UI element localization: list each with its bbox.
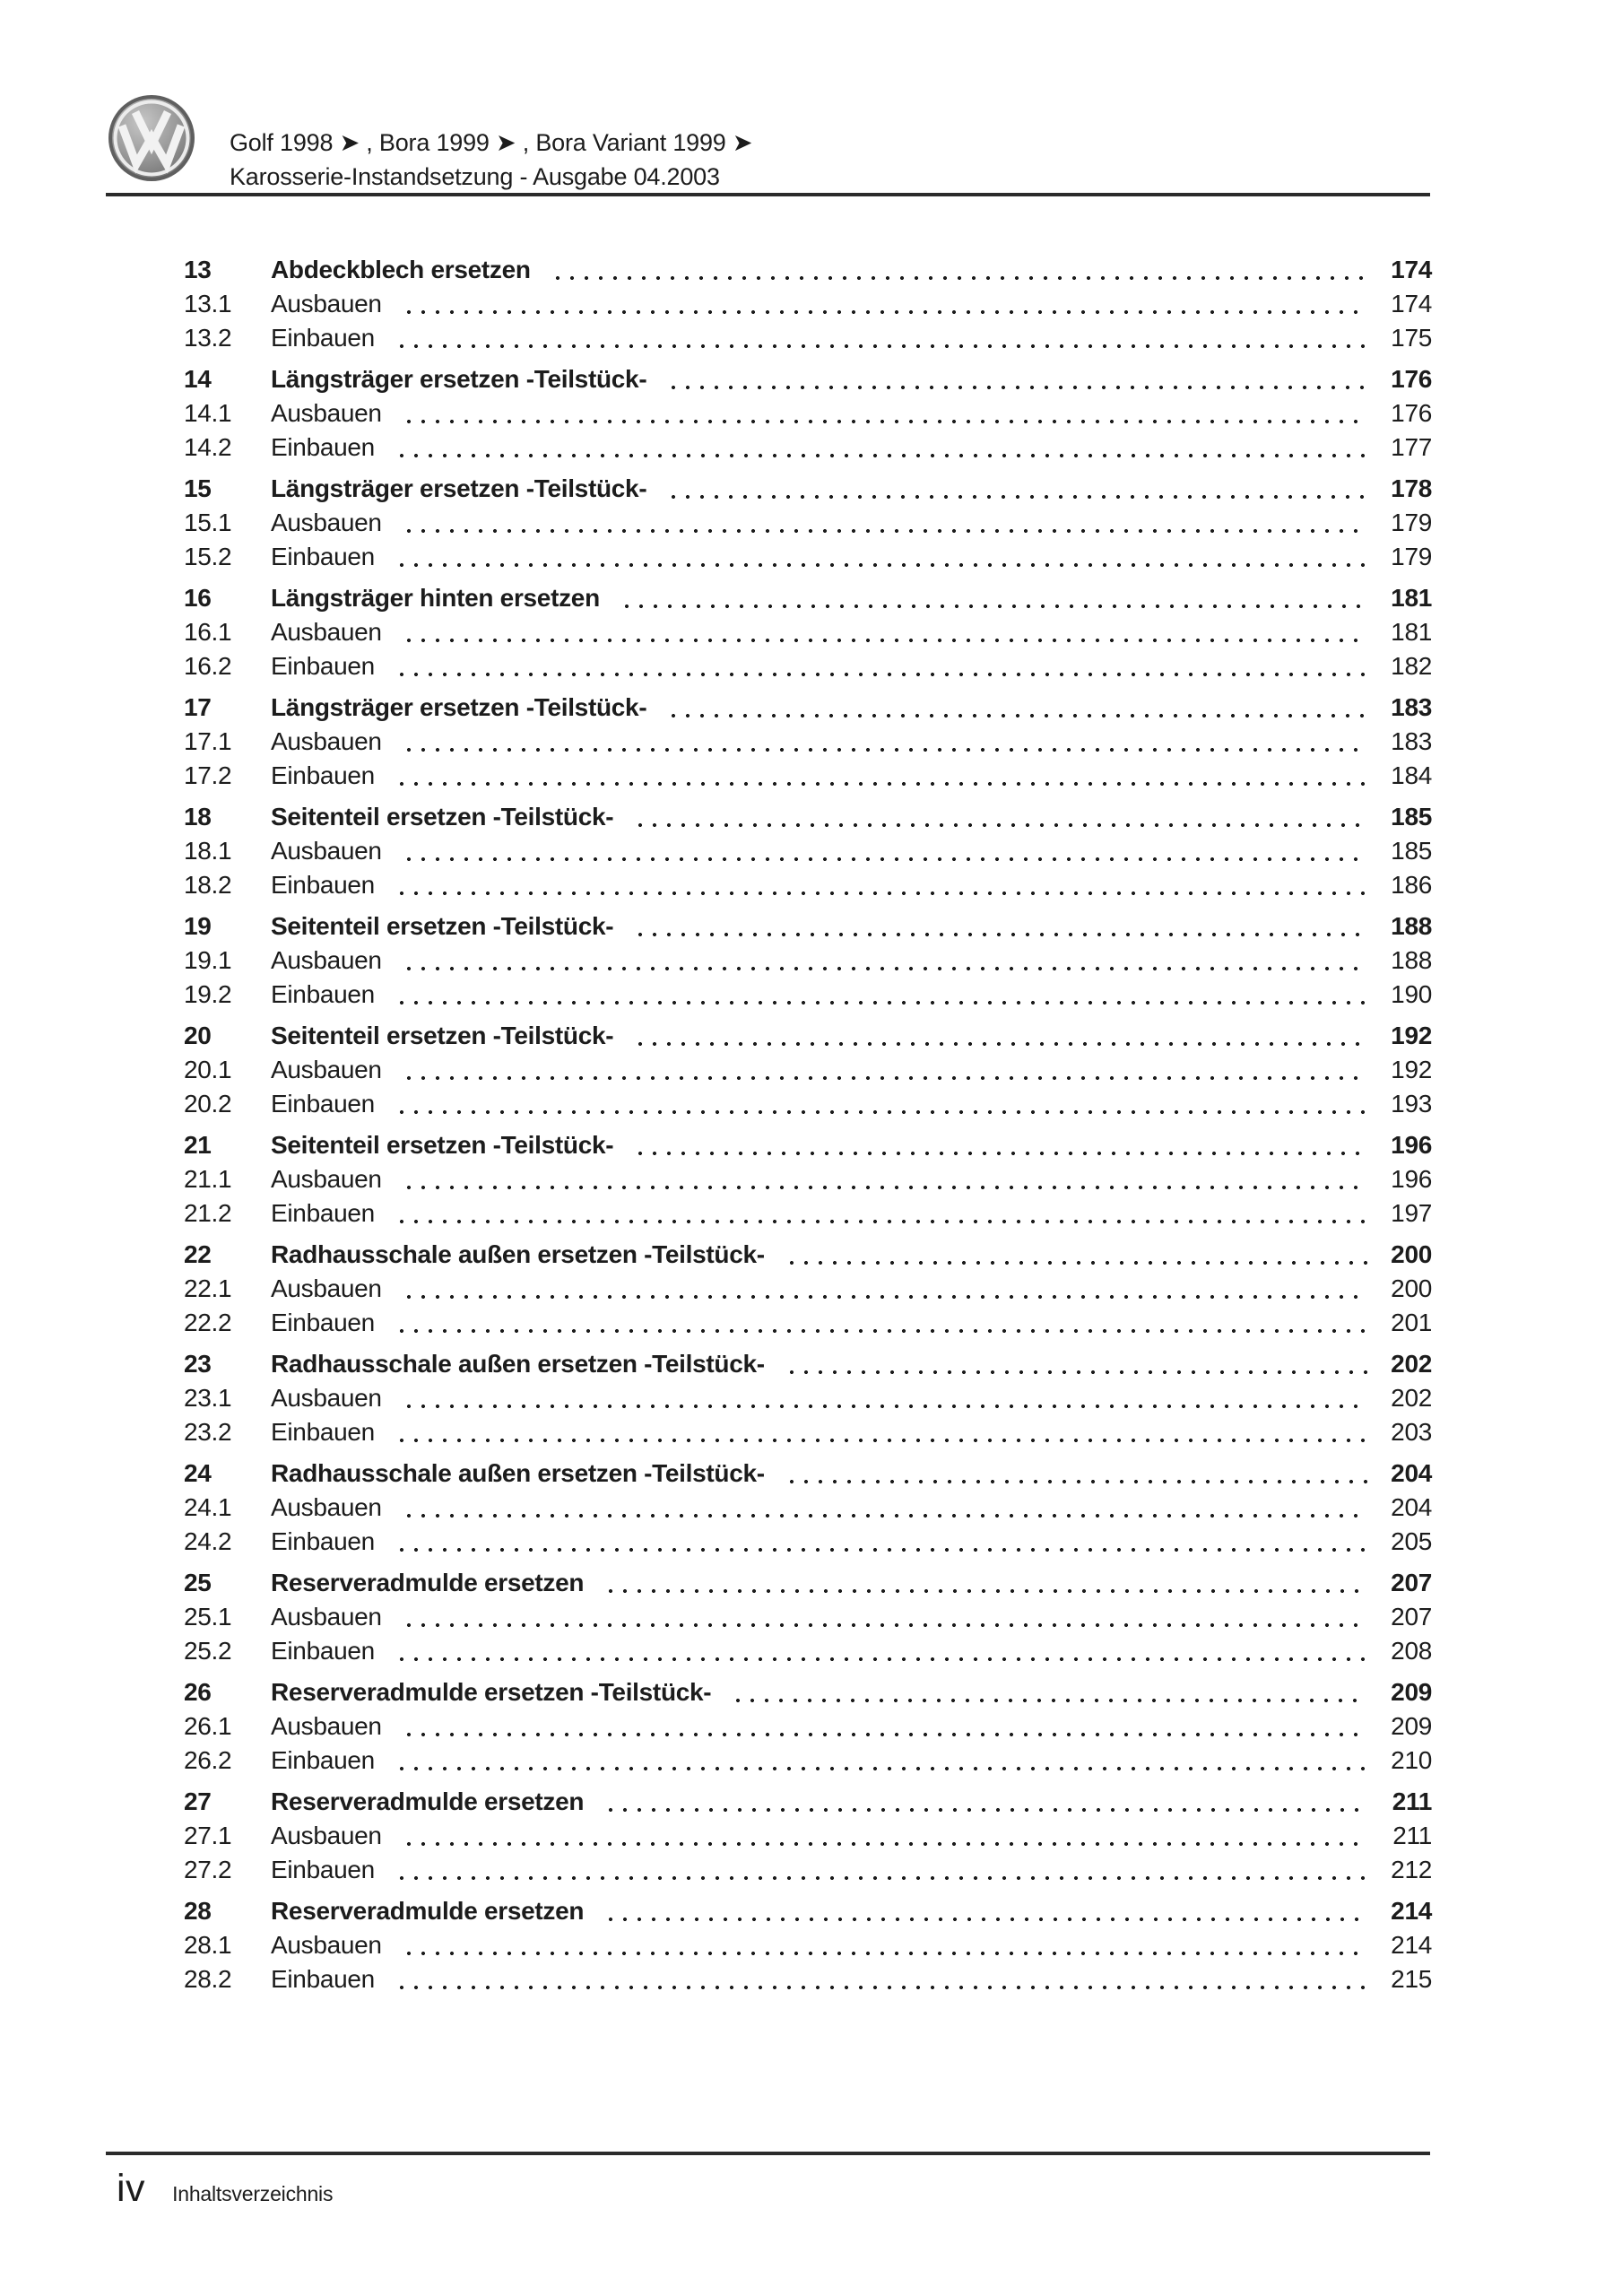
toc-section-title: Ausbauen bbox=[271, 1384, 382, 1412]
toc-row bbox=[184, 1785, 1432, 1819]
toc-row bbox=[184, 1272, 1432, 1306]
toc-page-number: 202 bbox=[1391, 1350, 1432, 1378]
toc-section-title: Ausbauen bbox=[271, 1822, 382, 1849]
toc-page-number: 181 bbox=[1391, 584, 1432, 612]
toc-section-number: 21 bbox=[184, 1131, 212, 1159]
toc-section-title: Einbauen bbox=[271, 1965, 375, 1993]
toc-page-number: 192 bbox=[1391, 1056, 1432, 1083]
toc-page-number: 214 bbox=[1391, 1897, 1432, 1925]
footer-page-label: iv bbox=[117, 2167, 146, 2210]
toc-section-number: 27.2 bbox=[184, 1856, 232, 1883]
toc-section-title: Einbauen bbox=[271, 1856, 375, 1883]
toc-page-number: 211 bbox=[1392, 1787, 1432, 1815]
toc-row bbox=[184, 1894, 1432, 1928]
toc-row bbox=[184, 1381, 1432, 1415]
toc-section-number: 18.1 bbox=[184, 837, 232, 865]
toc-section-number: 17.2 bbox=[184, 761, 232, 789]
toc-section-title: Einbauen bbox=[271, 1637, 375, 1665]
toc-row bbox=[184, 1347, 1432, 1381]
toc-section-number: 23.1 bbox=[184, 1384, 232, 1412]
toc-section-number: 16 bbox=[184, 584, 212, 612]
dot-leader bbox=[402, 1053, 1367, 1087]
toc-row bbox=[184, 472, 1432, 506]
toc-section-title: Seitenteil ersetzen -Teilstück- bbox=[271, 1022, 614, 1049]
toc-page-number: 176 bbox=[1391, 399, 1432, 427]
toc-section-number: 23.2 bbox=[184, 1418, 232, 1446]
toc-section-title: Reserveradmulde ersetzen bbox=[271, 1897, 585, 1925]
toc-section-title: Ausbauen bbox=[271, 509, 382, 536]
toc-row bbox=[184, 909, 1432, 944]
toc-row bbox=[184, 287, 1432, 321]
dot-leader bbox=[395, 1962, 1367, 1996]
toc-section-number: 15.2 bbox=[184, 543, 232, 570]
toc-page-number: 185 bbox=[1391, 803, 1432, 831]
dot-leader bbox=[603, 1785, 1367, 1819]
toc-page-number: 200 bbox=[1391, 1240, 1432, 1268]
toc-section-number: 19.1 bbox=[184, 946, 232, 974]
toc-section-title: Reserveradmulde ersetzen -Teilstück- bbox=[271, 1678, 712, 1706]
dot-leader bbox=[395, 1744, 1367, 1778]
toc-page-number: 181 bbox=[1391, 618, 1432, 646]
toc-page-number: 215 bbox=[1391, 1965, 1432, 1993]
toc-page-number: 208 bbox=[1391, 1637, 1432, 1665]
dot-leader bbox=[395, 1853, 1367, 1887]
toc-section-number: 15.1 bbox=[184, 509, 232, 536]
footer-divider bbox=[106, 2152, 1430, 2155]
toc-page-number: 174 bbox=[1391, 256, 1432, 283]
toc-row bbox=[184, 1566, 1432, 1600]
toc-page-number: 193 bbox=[1391, 1090, 1432, 1118]
toc-section-number: 26 bbox=[184, 1678, 212, 1706]
toc-section-number: 16.1 bbox=[184, 618, 232, 646]
toc-section-title: Einbauen bbox=[271, 543, 375, 570]
toc-section-title: Einbauen bbox=[271, 980, 375, 1008]
toc-page-number: 182 bbox=[1391, 652, 1432, 680]
toc-section-number: 23 bbox=[184, 1350, 212, 1378]
toc-page-number: 207 bbox=[1391, 1569, 1432, 1596]
footer-section-label: Inhaltsverzeichnis bbox=[172, 2182, 334, 2205]
dot-leader bbox=[395, 759, 1367, 793]
toc-section-number: 15 bbox=[184, 474, 212, 502]
toc-page-number: 183 bbox=[1391, 727, 1432, 755]
toc-section-number: 22.1 bbox=[184, 1274, 232, 1302]
dot-leader bbox=[666, 472, 1367, 506]
dot-leader bbox=[551, 253, 1367, 287]
toc-section-title: Ausbauen bbox=[271, 1493, 382, 1521]
toc-row bbox=[184, 1162, 1432, 1196]
dot-leader bbox=[603, 1894, 1367, 1928]
dot-leader bbox=[395, 978, 1367, 1012]
toc-row bbox=[184, 1053, 1432, 1087]
toc-row bbox=[184, 868, 1432, 902]
toc-list bbox=[184, 246, 1432, 1996]
toc-section-title: Längsträger ersetzen -Teilstück- bbox=[271, 474, 647, 502]
dot-leader bbox=[395, 1525, 1367, 1559]
toc-row bbox=[184, 1819, 1432, 1853]
dot-leader bbox=[402, 1709, 1367, 1744]
toc-page-number: 196 bbox=[1391, 1165, 1432, 1193]
dot-leader bbox=[731, 1675, 1367, 1709]
dot-leader bbox=[402, 1162, 1367, 1196]
toc-row bbox=[184, 1306, 1432, 1340]
dot-leader bbox=[395, 1634, 1367, 1668]
dot-leader bbox=[395, 1087, 1367, 1121]
toc-page-number: 178 bbox=[1391, 474, 1432, 502]
toc-row bbox=[184, 1600, 1432, 1634]
dot-leader bbox=[402, 506, 1367, 540]
toc-section-title: Längsträger ersetzen -Teilstück- bbox=[271, 693, 647, 721]
toc-page-number: 207 bbox=[1391, 1603, 1432, 1631]
toc-page-number: 175 bbox=[1391, 324, 1432, 352]
toc-section-number: 13 bbox=[184, 256, 212, 283]
dot-leader bbox=[395, 430, 1367, 465]
dot-leader bbox=[395, 1196, 1367, 1231]
toc-page-number: 196 bbox=[1391, 1131, 1432, 1159]
toc-page-number: 185 bbox=[1391, 837, 1432, 865]
dot-leader bbox=[402, 1928, 1367, 1962]
toc-section-number: 13.1 bbox=[184, 290, 232, 317]
dot-leader bbox=[402, 287, 1367, 321]
dot-leader bbox=[402, 396, 1367, 430]
toc-section-title: Längsträger ersetzen -Teilstück- bbox=[271, 365, 647, 393]
toc-section-number: 13.2 bbox=[184, 324, 232, 352]
toc-row bbox=[184, 430, 1432, 465]
toc-section-title: Einbauen bbox=[271, 871, 375, 899]
toc-row bbox=[184, 506, 1432, 540]
dot-leader bbox=[633, 1128, 1367, 1162]
toc-page-number: 209 bbox=[1391, 1678, 1432, 1706]
toc-page-number: 183 bbox=[1391, 693, 1432, 721]
toc-page-number: 200 bbox=[1391, 1274, 1432, 1302]
toc-row bbox=[184, 1962, 1432, 1996]
toc-section-number: 19 bbox=[184, 912, 212, 940]
toc-section-title: Ausbauen bbox=[271, 399, 382, 427]
toc-section-title: Längsträger hinten ersetzen bbox=[271, 584, 600, 612]
toc-page-number: 204 bbox=[1391, 1493, 1432, 1521]
toc-section-title: Ausbauen bbox=[271, 1931, 382, 1959]
toc-row bbox=[184, 1415, 1432, 1449]
toc-section-number: 28 bbox=[184, 1897, 212, 1925]
toc-row bbox=[184, 253, 1432, 287]
toc-row bbox=[184, 834, 1432, 868]
toc-section-title: Ausbauen bbox=[271, 1603, 382, 1631]
toc-section-title: Radhausschale außen ersetzen -Teilstück- bbox=[271, 1350, 765, 1378]
toc-page-number: 186 bbox=[1391, 871, 1432, 899]
toc-row bbox=[184, 321, 1432, 355]
toc-section-title: Einbauen bbox=[271, 761, 375, 789]
toc-row bbox=[184, 615, 1432, 649]
dot-leader bbox=[633, 909, 1367, 944]
toc-row bbox=[184, 800, 1432, 834]
toc-section-number: 28.1 bbox=[184, 1931, 232, 1959]
toc-page-number: 214 bbox=[1391, 1931, 1432, 1959]
document-header bbox=[230, 126, 752, 194]
toc-page-number: 212 bbox=[1391, 1856, 1432, 1883]
toc-section-title: Einbauen bbox=[271, 1309, 375, 1336]
toc-section-number: 24 bbox=[184, 1459, 212, 1487]
toc-row bbox=[184, 396, 1432, 430]
toc-section-title: Seitenteil ersetzen -Teilstück- bbox=[271, 1131, 614, 1159]
toc-section-number: 18.2 bbox=[184, 871, 232, 899]
toc-row bbox=[184, 944, 1432, 978]
toc-row bbox=[184, 1238, 1432, 1272]
toc-row bbox=[184, 759, 1432, 793]
toc-page-number: 177 bbox=[1391, 433, 1432, 461]
toc-section-title: Einbauen bbox=[271, 324, 375, 352]
toc-section-number: 22 bbox=[184, 1240, 212, 1268]
dot-leader bbox=[395, 321, 1367, 355]
dot-leader bbox=[633, 1019, 1367, 1053]
toc-row bbox=[184, 725, 1432, 759]
toc-section-number: 21.2 bbox=[184, 1199, 232, 1227]
toc-row bbox=[184, 1928, 1432, 1962]
toc-section-title: Reserveradmulde ersetzen bbox=[271, 1569, 585, 1596]
dot-leader bbox=[402, 615, 1367, 649]
toc-section-number: 19.2 bbox=[184, 980, 232, 1008]
toc-page-number: 209 bbox=[1391, 1712, 1432, 1740]
toc-row bbox=[184, 1128, 1432, 1162]
toc-section-number: 20.2 bbox=[184, 1090, 232, 1118]
toc-row bbox=[184, 1853, 1432, 1887]
toc-section-title: Einbauen bbox=[271, 1090, 375, 1118]
dot-leader bbox=[402, 834, 1367, 868]
toc-section-number: 20 bbox=[184, 1022, 212, 1049]
toc-section-title: Einbauen bbox=[271, 1199, 375, 1227]
toc-section-number: 24.1 bbox=[184, 1493, 232, 1521]
toc-row bbox=[184, 581, 1432, 615]
toc-page-number: 202 bbox=[1391, 1384, 1432, 1412]
dot-leader bbox=[395, 1415, 1367, 1449]
dot-leader bbox=[785, 1347, 1367, 1381]
dot-leader bbox=[402, 944, 1367, 978]
toc-section-number: 26.1 bbox=[184, 1712, 232, 1740]
page-footer bbox=[117, 2163, 333, 2213]
dot-leader bbox=[402, 1381, 1367, 1415]
toc-section-number: 25 bbox=[184, 1569, 212, 1596]
toc-row bbox=[184, 1196, 1432, 1231]
dot-leader bbox=[666, 691, 1367, 725]
header-divider bbox=[106, 193, 1430, 196]
toc-section-number: 22.2 bbox=[184, 1309, 232, 1336]
toc-section-title: Abdeckblech ersetzen bbox=[271, 256, 531, 283]
toc-section-number: 28.2 bbox=[184, 1965, 232, 1993]
dot-leader bbox=[395, 868, 1367, 902]
toc-section-title: Ausbauen bbox=[271, 946, 382, 974]
toc-page-number: 176 bbox=[1391, 365, 1432, 393]
toc-page-number: 174 bbox=[1391, 290, 1432, 317]
toc-row bbox=[184, 649, 1432, 683]
toc-section-number: 24.2 bbox=[184, 1527, 232, 1555]
toc-row bbox=[184, 1491, 1432, 1525]
dot-leader bbox=[666, 362, 1367, 396]
toc-section-number: 27.1 bbox=[184, 1822, 232, 1849]
toc-row bbox=[184, 1744, 1432, 1778]
dot-leader bbox=[402, 725, 1367, 759]
toc-page-number: 188 bbox=[1391, 946, 1432, 974]
toc-page-number: 210 bbox=[1391, 1746, 1432, 1774]
toc-section-title: Seitenteil ersetzen -Teilstück- bbox=[271, 912, 614, 940]
toc-section-number: 20.1 bbox=[184, 1056, 232, 1083]
toc-page-number: 190 bbox=[1391, 980, 1432, 1008]
vw-logo-icon bbox=[107, 93, 196, 183]
header-models-line: Golf 1998 ➤ , Bora 1999 ➤ , Bora Variant 1999 ➤ bbox=[230, 129, 753, 156]
dot-leader bbox=[633, 800, 1367, 834]
dot-leader bbox=[402, 1272, 1367, 1306]
toc-page-number: 184 bbox=[1391, 761, 1432, 789]
toc-section-title: Reserveradmulde ersetzen bbox=[271, 1787, 585, 1815]
toc-section-title: Einbauen bbox=[271, 1527, 375, 1555]
toc-page-number: 204 bbox=[1391, 1459, 1432, 1487]
toc-section-title: Radhausschale außen ersetzen -Teilstück- bbox=[271, 1240, 765, 1268]
dot-leader bbox=[402, 1600, 1367, 1634]
toc-section-title: Ausbauen bbox=[271, 618, 382, 646]
toc-row bbox=[184, 1525, 1432, 1559]
toc-section-title: Ausbauen bbox=[271, 290, 382, 317]
toc-row bbox=[184, 362, 1432, 396]
dot-leader bbox=[620, 581, 1367, 615]
toc-row bbox=[184, 540, 1432, 574]
toc-page-number: 211 bbox=[1392, 1822, 1432, 1849]
header-subtitle-line: Karosserie-Instandsetzung - Ausgabe 04.2003 bbox=[230, 163, 720, 190]
toc-section-number: 14.2 bbox=[184, 433, 232, 461]
dot-leader bbox=[402, 1491, 1367, 1525]
dot-leader bbox=[395, 649, 1367, 683]
toc-page-number: 188 bbox=[1391, 912, 1432, 940]
toc-section-number: 26.2 bbox=[184, 1746, 232, 1774]
dot-leader bbox=[603, 1566, 1367, 1600]
toc-section-number: 16.2 bbox=[184, 652, 232, 680]
toc-section-number: 17 bbox=[184, 693, 212, 721]
dot-leader bbox=[785, 1238, 1367, 1272]
toc-section-title: Einbauen bbox=[271, 433, 375, 461]
toc-row bbox=[184, 1019, 1432, 1053]
dot-leader bbox=[395, 540, 1367, 574]
toc-section-title: Ausbauen bbox=[271, 1056, 382, 1083]
toc-section-title: Einbauen bbox=[271, 1418, 375, 1446]
toc-section-title: Ausbauen bbox=[271, 837, 382, 865]
toc-page-number: 203 bbox=[1391, 1418, 1432, 1446]
toc-page-number: 179 bbox=[1391, 543, 1432, 570]
toc-section-title: Seitenteil ersetzen -Teilstück- bbox=[271, 803, 614, 831]
toc-section-title: Ausbauen bbox=[271, 1165, 382, 1193]
toc-section-number: 14 bbox=[184, 365, 212, 393]
toc-section-title: Einbauen bbox=[271, 1746, 375, 1774]
toc-section-title: Ausbauen bbox=[271, 1712, 382, 1740]
toc-row bbox=[184, 1709, 1432, 1744]
toc-row bbox=[184, 691, 1432, 725]
toc-section-number: 25.1 bbox=[184, 1603, 232, 1631]
toc-page-number: 201 bbox=[1391, 1309, 1432, 1336]
dot-leader bbox=[402, 1819, 1367, 1853]
toc-page-number: 179 bbox=[1391, 509, 1432, 536]
toc-section-number: 27 bbox=[184, 1787, 212, 1815]
toc-row bbox=[184, 978, 1432, 1012]
toc-section-title: Ausbauen bbox=[271, 1274, 382, 1302]
toc-section-title: Ausbauen bbox=[271, 727, 382, 755]
dot-leader bbox=[785, 1457, 1367, 1491]
toc-section-number: 21.1 bbox=[184, 1165, 232, 1193]
toc-row bbox=[184, 1634, 1432, 1668]
toc-section-number: 25.2 bbox=[184, 1637, 232, 1665]
toc-section-title: Radhausschale außen ersetzen -Teilstück- bbox=[271, 1459, 765, 1487]
toc-section-title: Einbauen bbox=[271, 652, 375, 680]
dot-leader bbox=[395, 1306, 1367, 1340]
toc-page-number: 192 bbox=[1391, 1022, 1432, 1049]
toc-row bbox=[184, 1087, 1432, 1121]
toc-section-number: 14.1 bbox=[184, 399, 232, 427]
toc-page-number: 205 bbox=[1391, 1527, 1432, 1555]
toc-row bbox=[184, 1675, 1432, 1709]
toc-section-number: 17.1 bbox=[184, 727, 232, 755]
toc-row bbox=[184, 1457, 1432, 1491]
toc-page-number: 197 bbox=[1391, 1199, 1432, 1227]
toc-section-number: 18 bbox=[184, 803, 212, 831]
